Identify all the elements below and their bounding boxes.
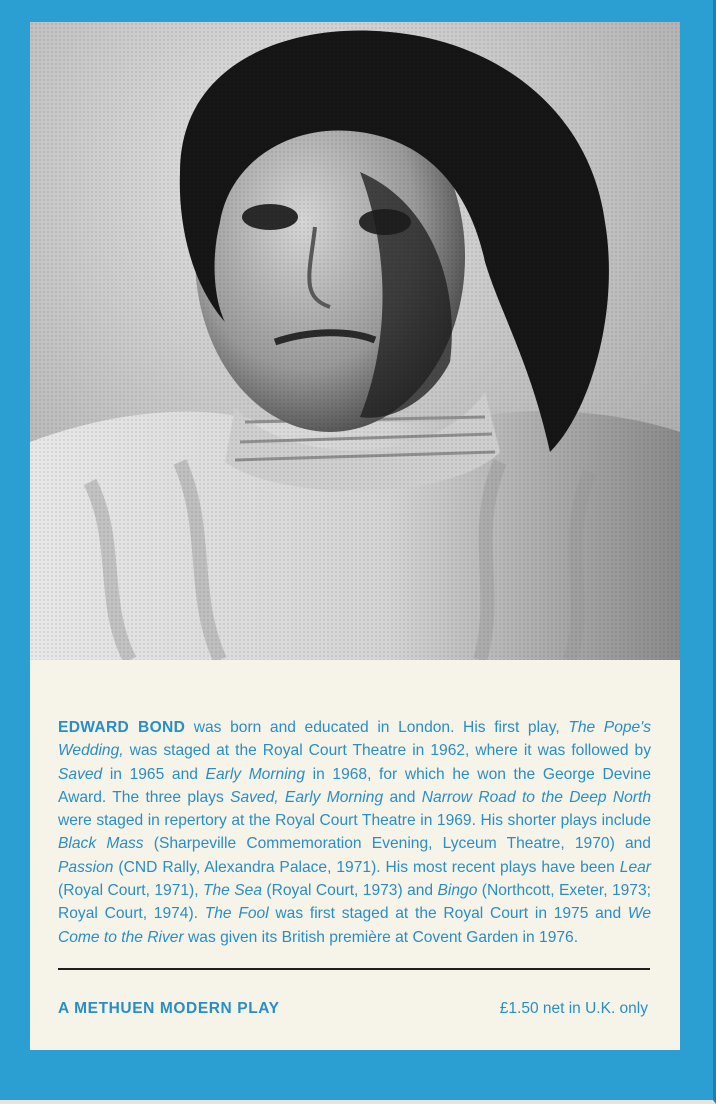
series-label: A METHUEN MODERN PLAY xyxy=(58,1000,280,1017)
author-name: EDWARD BOND xyxy=(58,719,186,736)
bio-text: was first staged at the Royal Court in 1975 and xyxy=(268,905,628,923)
text-panel xyxy=(30,660,680,1050)
play-title: Bingo xyxy=(437,882,478,900)
play-title: Saved xyxy=(58,765,103,783)
play-title: Saved, Early Morning xyxy=(230,788,384,806)
play-title: Passion xyxy=(58,858,114,876)
author-portrait-photo xyxy=(30,22,680,660)
bio-text: were staged in repertory at the Royal Court Theatre in 1969. His shorter plays include xyxy=(58,812,651,830)
play-title: The Fool xyxy=(204,905,269,923)
play-title: Early Morning xyxy=(205,765,306,783)
play-title: Black Mass xyxy=(58,835,144,853)
bio-text: and xyxy=(383,788,422,806)
portrait-image xyxy=(30,22,680,660)
play-title: The Sea xyxy=(202,882,263,900)
bio-text: was given its British première at Covent Garden in 1976. xyxy=(183,928,579,946)
bio-text: was born and educated in London. His first play, xyxy=(185,719,569,736)
bio-text: in 1965 and xyxy=(102,765,206,783)
price-label: £1.50 net in U.K. only xyxy=(499,1000,648,1017)
bio-text: in 1968, for which he won the George Devine Award. The three plays xyxy=(58,765,651,806)
bio-text: was staged at the Royal Court Theatre in 1962, where it was followed by xyxy=(123,742,651,760)
play-title: The Pope's Wedding, xyxy=(58,719,652,760)
play-title: Narrow Road to the Deep North xyxy=(421,788,651,806)
author-biography xyxy=(58,716,651,949)
play-title: Lear xyxy=(619,858,651,876)
divider-rule xyxy=(58,968,650,970)
bio-text: (Northcott, Exeter, 1973; Royal Court, 1974). xyxy=(58,882,651,923)
bio-text: (CND Rally, Alexandra Palace, 1971). His most recent plays have been xyxy=(113,858,620,876)
bio-text: (Royal Court, 1973) and xyxy=(262,882,438,900)
bio-text: (Royal Court, 1971), xyxy=(58,882,203,900)
play-title: We Come to the River xyxy=(58,905,651,946)
bio-text: (Sharpeville Commemoration Evening, Lyceum Theatre, 1970) and xyxy=(143,835,651,853)
